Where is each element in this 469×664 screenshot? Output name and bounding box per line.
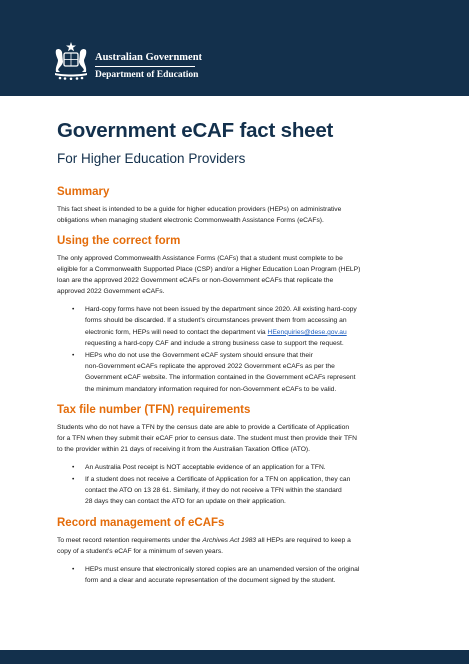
list-item-line: If a student does not receive a Certificate of Application for a TFN on application, they can bbox=[85, 475, 351, 483]
list-item-line: Government eCAF website. The information contained in the Government eCAFs represent bbox=[85, 374, 356, 382]
section-heading: Tax file number (TFN) requirements bbox=[57, 404, 251, 417]
section-using-correct-form bbox=[57, 234, 417, 395]
list-item-line: 28 days they can contact the ATO for an update on their application. bbox=[85, 498, 286, 506]
bullet-list bbox=[57, 564, 417, 587]
paragraph-line: approved 2022 Government eCAFs. bbox=[57, 288, 165, 295]
paragraph-line bbox=[57, 535, 417, 546]
bullet-icon: • bbox=[72, 565, 75, 573]
header-banner bbox=[0, 0, 469, 96]
bullet-list bbox=[57, 462, 417, 508]
page-title: Government eCAF fact sheet bbox=[57, 119, 334, 142]
section-summary bbox=[57, 185, 417, 226]
page-subtitle: For Higher Education Providers bbox=[57, 151, 246, 166]
list-item-line: the minimum mandatory information required for non-Government eCAFs to be valid. bbox=[85, 385, 337, 393]
coat-of-arms-icon bbox=[52, 40, 90, 80]
footer-bar bbox=[0, 650, 469, 664]
email-link[interactable]: HEenquiries@dese.gov.au bbox=[267, 328, 347, 336]
paragraph-line: This fact sheet is intended to be a guide for higher education providers (HEPs) on administrative bbox=[57, 206, 342, 213]
section-record-management bbox=[57, 516, 417, 587]
list-item-line: contact the ATO on 13 28 61. Similarly, if they do not receive a TFN within the standard bbox=[85, 487, 342, 495]
list-item-line: An Australia Post receipt is NOT acceptable evidence of an application for a TFN. bbox=[85, 464, 326, 472]
list-item-line: HEPs must ensure that electronically stored copies are an unamended version of the original bbox=[85, 565, 360, 573]
section-heading: Summary bbox=[57, 186, 110, 198]
government-wordmark bbox=[95, 51, 202, 82]
bullet-icon: • bbox=[72, 351, 75, 359]
list-item-line: Hard-copy forms have not been issued by the department since 2020. All existing hard-copy bbox=[85, 306, 357, 313]
bullet-icon: • bbox=[72, 306, 75, 313]
list-item-line: form and a clear and accurate representation of the document signed by the student. bbox=[85, 577, 336, 585]
paragraph-line: The only approved Commonwealth Assistance Forms (CAFs) that a student must complete to be bbox=[57, 255, 343, 262]
list-item-line: requesting a hard-copy CAF and include a strong business case to support the request. bbox=[85, 340, 344, 348]
paragraph-line: obligations when managing student electronic Commonwealth Assistance Forms (eCAFs). bbox=[57, 217, 324, 224]
paragraph-line: eligible for a Commonwealth Supported Place (CSP) and/or a Higher Education Loan Program (HELP) bbox=[57, 266, 361, 273]
list-item-line: forms should be discarded. If a student’s circumstances prevent them from accessing an bbox=[85, 317, 347, 325]
org-name: Australian Government bbox=[95, 52, 203, 63]
section-tfn-requirements bbox=[57, 403, 417, 508]
list-item bbox=[72, 564, 417, 587]
paragraph-line: copy of a student’s eCAF for a minimum of seven years. bbox=[57, 547, 224, 555]
text-run: all HEPs are required to keep a bbox=[256, 536, 351, 544]
list-item bbox=[72, 462, 417, 473]
document-body bbox=[57, 118, 417, 587]
text-run: To meet record retention requirements under the bbox=[57, 536, 203, 544]
section-heading: Using the correct form bbox=[57, 235, 181, 247]
paragraph-line: to the provider within 21 days of receiving it from the Australian Taxation Office (ATO). bbox=[57, 446, 311, 454]
department-name: Department of Education bbox=[95, 70, 199, 80]
act-title: Archives Act 1983 bbox=[202, 536, 257, 544]
section-heading: Record management of eCAFs bbox=[57, 516, 225, 529]
list-item bbox=[72, 350, 417, 396]
list-item-line: electronic form, HEPs will need to contact the department via bbox=[85, 328, 268, 336]
bullet-list bbox=[57, 304, 417, 395]
paragraph-line: Students who do not have a TFN by the census date are able to provide a Certificate of Application bbox=[57, 424, 350, 432]
bullet-icon: • bbox=[72, 464, 75, 472]
list-item bbox=[72, 304, 417, 350]
list-item-line: non-Government eCAFs replicate the approved 2022 Government eCAFs as per the bbox=[85, 363, 335, 371]
paragraph-line: for a TFN when they submit their eCAF prior to census date. The student must then provide their TFN bbox=[57, 435, 357, 443]
list-item-line: HEPs who do not use the Government eCAF system should ensure that their bbox=[85, 351, 313, 359]
wordmark-divider bbox=[95, 66, 195, 67]
list-item bbox=[72, 474, 417, 508]
paragraph-line: loan are the approved 2022 Government eCAFs or non-Government eCAFs that replicate the bbox=[57, 277, 334, 284]
bullet-icon: • bbox=[72, 475, 75, 483]
